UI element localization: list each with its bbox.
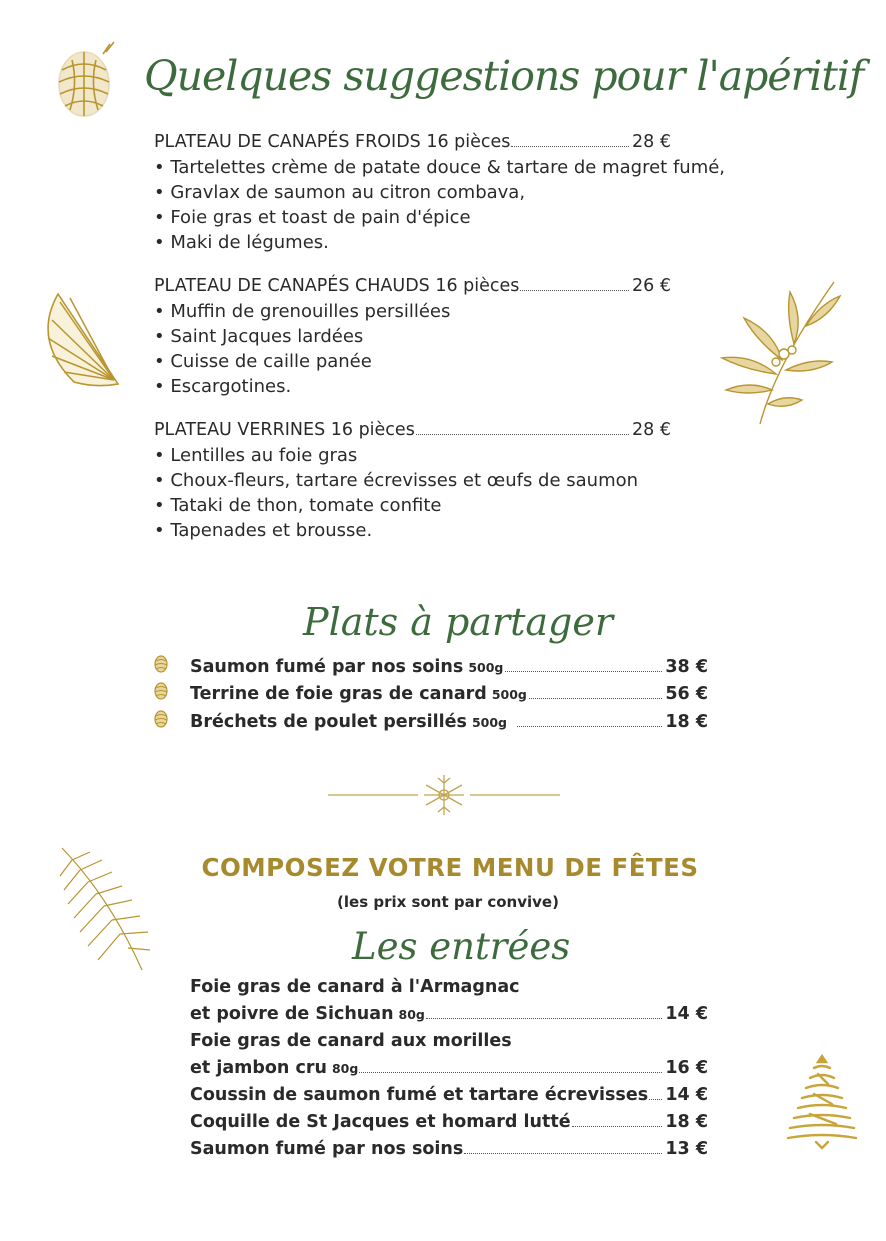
leader-dots bbox=[517, 726, 662, 727]
plat-weight: 500g bbox=[468, 660, 504, 675]
entree-price: 14 € bbox=[665, 1004, 708, 1024]
plat-weight: 500g bbox=[471, 715, 508, 730]
entree-name: et poivre de Sichuan bbox=[190, 1004, 394, 1024]
plat-row bbox=[190, 657, 708, 684]
platter-item: • Muffin de grenouilles persillées bbox=[154, 301, 451, 322]
plat-price: 18 € bbox=[665, 712, 708, 732]
entree-line1 bbox=[190, 1031, 708, 1058]
platter-item: • Foie gras et toast de pain d'épice bbox=[154, 207, 471, 228]
olive-branch-icon bbox=[716, 274, 844, 426]
platter-item: • Tataki de thon, tomate confite bbox=[154, 495, 442, 516]
platter-item: • Tapenades et brousse. bbox=[154, 520, 373, 541]
pine-cone-bullet-icon bbox=[153, 709, 169, 728]
plat-price: 56 € bbox=[665, 684, 708, 704]
compose-subtitle: (les prix sont par convive) bbox=[337, 893, 559, 911]
entree-row bbox=[190, 1085, 708, 1112]
entree-name: Foie gras de canard aux morilles bbox=[190, 1031, 512, 1051]
entree-name: Coquille de St Jacques et homard lutté bbox=[190, 1112, 571, 1132]
platter-price: 28 € bbox=[632, 420, 671, 440]
aperitif-title: Quelques suggestions pour l'apéritif bbox=[144, 52, 864, 100]
platter-cold-header bbox=[154, 130, 671, 155]
leader-dots bbox=[359, 1072, 662, 1073]
platter-price: 28 € bbox=[632, 132, 671, 152]
christmas-tree-icon bbox=[784, 1054, 860, 1150]
platter-item: • Saint Jacques lardées bbox=[154, 326, 364, 347]
entree-line1 bbox=[190, 977, 708, 1004]
platter-price: 26 € bbox=[632, 276, 671, 296]
entree-weight: 80g bbox=[331, 1061, 359, 1076]
leader-dots bbox=[426, 1018, 663, 1019]
leader-dots bbox=[649, 1099, 662, 1100]
platter-name: PLATEAU DE CANAPÉS FROIDS 16 pièces bbox=[154, 132, 511, 152]
platter-item: • Maki de légumes. bbox=[154, 232, 329, 253]
plat-price: 38 € bbox=[665, 657, 708, 677]
plat-row bbox=[190, 684, 708, 711]
entree-row bbox=[190, 1112, 708, 1139]
platter-item: • Lentilles au foie gras bbox=[154, 445, 358, 466]
platter-item: • Gravlax de saumon au citron combava, bbox=[154, 182, 526, 203]
entree-price: 16 € bbox=[665, 1058, 708, 1078]
leader-dots bbox=[511, 146, 629, 147]
platter-verrines-header bbox=[154, 418, 671, 443]
platter-item: • Cuisse de caille panée bbox=[154, 351, 372, 372]
platter-hot-header bbox=[154, 274, 671, 299]
pine-cone-icon bbox=[48, 40, 120, 124]
leader-dots bbox=[416, 434, 629, 435]
leader-dots bbox=[572, 1126, 663, 1127]
snowflake-divider-icon bbox=[326, 772, 562, 818]
entree-price: 14 € bbox=[665, 1085, 708, 1105]
plat-row bbox=[190, 712, 708, 739]
entree-price: 13 € bbox=[665, 1139, 708, 1159]
plat-name: Saumon fumé par nos soins bbox=[190, 657, 464, 677]
platter-name: PLATEAU DE CANAPÉS CHAUDS 16 pièces bbox=[154, 276, 520, 296]
entree-name: Coussin de saumon fumé et tartare écrevisses bbox=[190, 1085, 649, 1105]
platter-item: • Choux-fleurs, tartare écrevisses et œufs de saumon bbox=[154, 470, 639, 491]
platter-item: • Escargotines. bbox=[154, 376, 292, 397]
entree-price: 18 € bbox=[665, 1112, 708, 1132]
plats-title: Plats à partager bbox=[303, 600, 614, 644]
plat-weight: 500g bbox=[491, 687, 527, 702]
leader-dots bbox=[520, 290, 629, 291]
lemon-slice-icon bbox=[38, 290, 122, 390]
entree-row bbox=[190, 1139, 708, 1166]
leader-dots bbox=[464, 1153, 662, 1154]
compose-title: COMPOSEZ VOTRE MENU DE FÊTES bbox=[201, 853, 699, 882]
platter-name: PLATEAU VERRINES 16 pièces bbox=[154, 420, 415, 440]
platter-item: • Tartelettes crème de patate douce & tartare de magret fumé, bbox=[154, 157, 726, 178]
entree-weight: 80g bbox=[398, 1007, 425, 1022]
entree-row bbox=[190, 1058, 708, 1085]
pine-cone-bullet-icon bbox=[153, 681, 169, 700]
plat-name: Terrine de foie gras de canard bbox=[190, 684, 487, 704]
entree-name: Saumon fumé par nos soins bbox=[190, 1139, 464, 1159]
entree-row bbox=[190, 1004, 708, 1031]
plat-name: Bréchets de poulet persillés bbox=[190, 712, 467, 732]
entree-name: Foie gras de canard à l'Armagnac bbox=[190, 977, 520, 997]
entree-name: et jambon cru bbox=[190, 1058, 327, 1078]
leader-dots bbox=[505, 671, 662, 672]
pine-cone-bullet-icon bbox=[153, 654, 169, 673]
entrees-title: Les entrées bbox=[352, 925, 571, 968]
leader-dots bbox=[529, 698, 663, 699]
